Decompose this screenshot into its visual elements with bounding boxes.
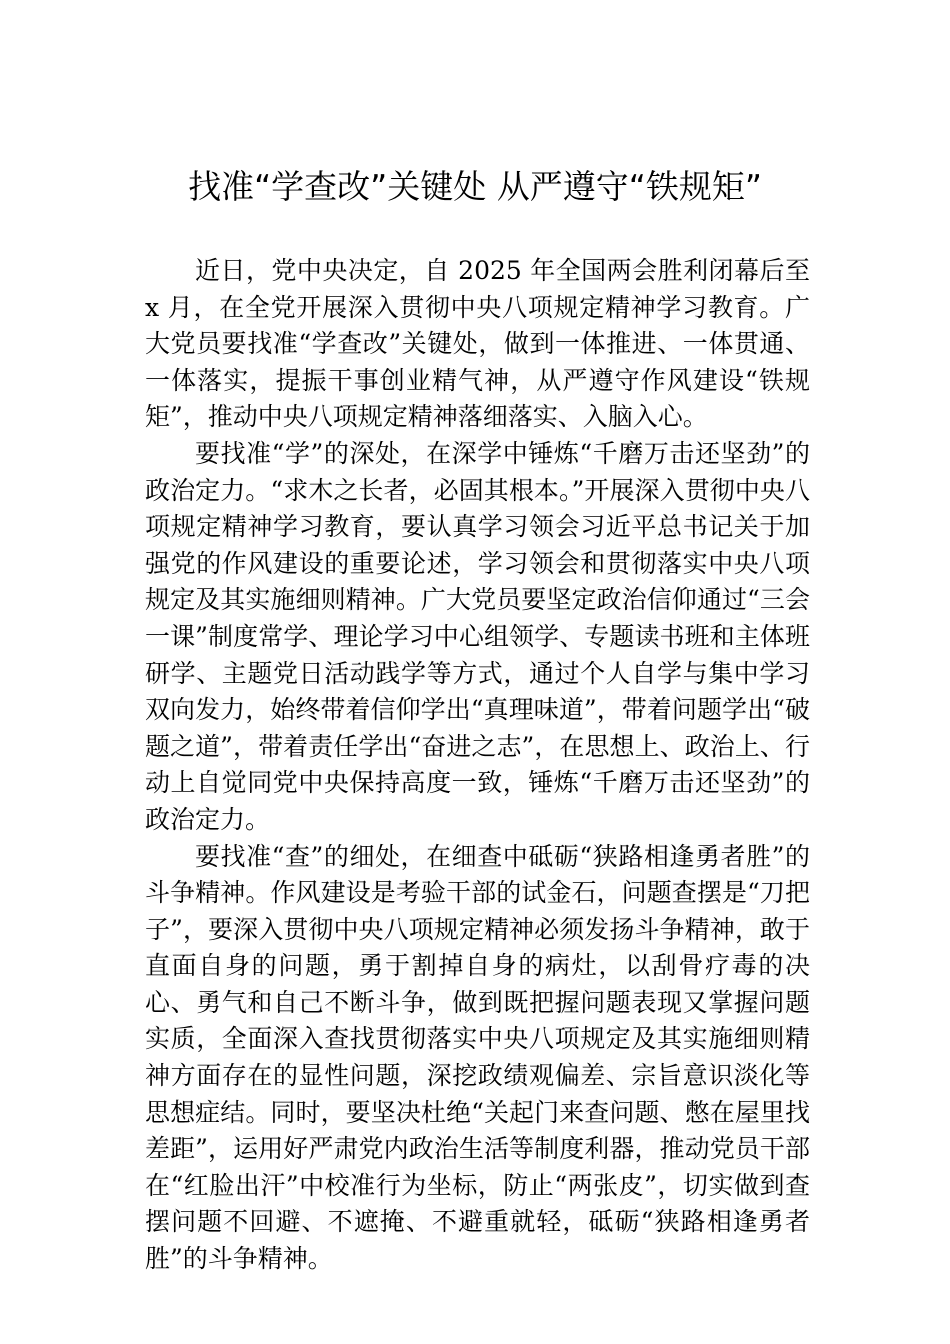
paragraph-study: 要找准“学”的深处，在深学中锤炼“千磨万击还坚劲”的政治定力。“求木之长者，必固其根本。”开展深入贯彻中央八项规定精神学习教育，要认真学习领会习近平总书记关于加强党的作风建设的重要论述，学习领会和贯彻落实中央八项规定及其实施细则精神。广大党员要坚定政治信仰通过“三会一课”制度常学、理论学习中心组领学、专题读书班和主体班研学、主题党日活动践学等方式，通过个人自学与集中学习双向发力，始终带着信仰学出“真理味道”，带着问题学出“破题之道”，带着责任学出“奋进之志”，在思想上、政治上、行动上自觉同党中央保持高度一致，锤炼“千磨万击还坚劲”的政治定力。 — [145, 438, 810, 834]
document-title: 找准“学查改”关键处 从严遵守“铁规矩” — [188, 167, 762, 206]
paragraph-intro: 近日，党中央决定，自 2025 年全国两会胜利闭幕后至 x 月，在全党开展深入贯彻中央八项规定精神学习教育。广大党员要找准“学查改”关键处，做到一体推进、一体贯通、一体落实，提振干事创业精气神，从严遵守作风建设“铁规矩”，推动中央八项规定精神落细落实、入脑入心。 — [145, 256, 810, 432]
paragraph-inspect: 要找准“查”的细处，在细查中砥砺“狭路相逢勇者胜”的斗争精神。作风建设是考验干部的试金石，问题查摆是“刀把子”，要深入贯彻中央八项规定精神必须发扬斗争精神，敢于直面自身的问题，勇于割掉自身的病灶，以刮骨疗毒的决心、勇气和自己不断斗争，做到既把握问题表现又掌握问题实质，全面深入查找贯彻落实中央八项规定及其实施细则精神方面存在的显性问题，深挖政绩观偏差、宗旨意识淡化等思想症结。同时，要坚决杜绝“关起门来查问题、憋在屋里找差距”，运用好严肃党内政治生活等制度利器，推动党员干部在“红脸出汗”中校准行为坐标，防止“两张皮”，切实做到查摆问题不回避、不遮掩、不避重就轻，砥砺“狭路相逢勇者胜”的斗争精神。 — [145, 841, 810, 1274]
document-body — [145, 253, 810, 1278]
